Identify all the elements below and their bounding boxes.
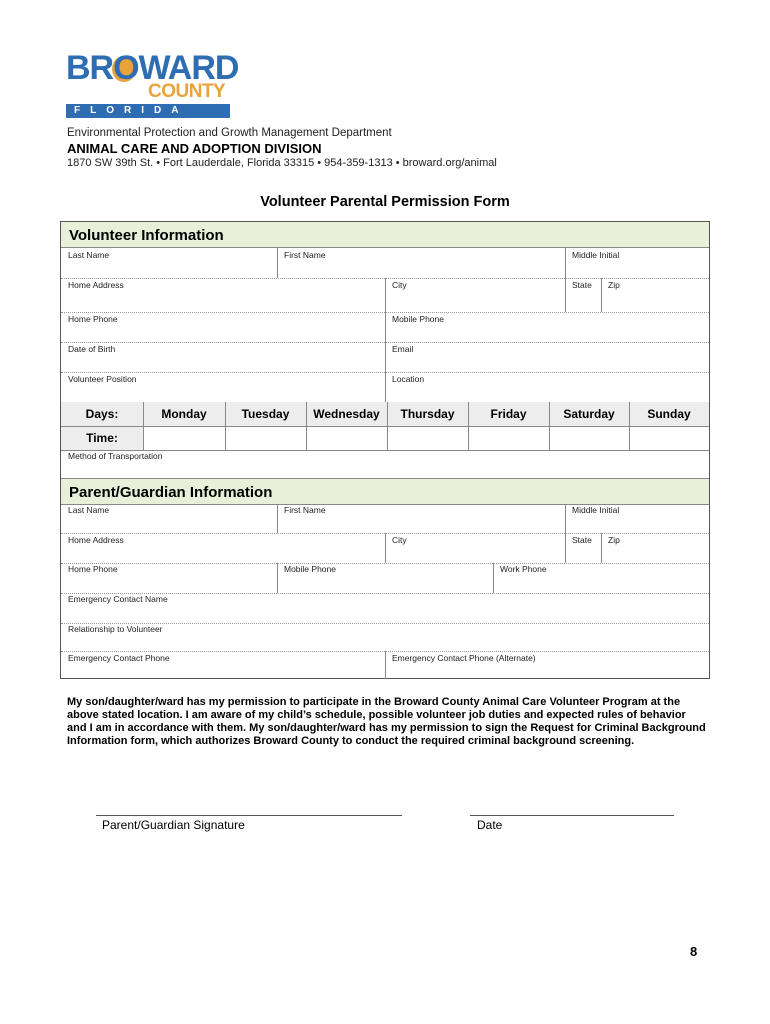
guardian-mobile-phone-label: Mobile Phone <box>284 564 336 574</box>
volunteer-location-label: Location <box>392 374 425 384</box>
date-signature-line[interactable] <box>470 815 674 816</box>
logo-county-text: COUNTY <box>148 81 226 102</box>
volunteer-mobile-phone-label: Mobile Phone <box>392 314 444 324</box>
schedule-days-row <box>61 402 709 426</box>
day-sunday: Sunday <box>647 407 691 421</box>
guardian-first-name-label: First Name <box>284 505 326 515</box>
volunteer-middle-initial-label: Middle Initial <box>572 250 620 260</box>
broward-county-logo <box>66 48 239 118</box>
page-number: 8 <box>690 944 698 959</box>
emergency-contact-name-label: Emergency Contact Name <box>68 594 168 604</box>
transport-label: Method of Transportation <box>68 451 163 461</box>
guardian-state-label: State <box>572 535 592 545</box>
guardian-home-phone-label: Home Phone <box>68 564 118 574</box>
guardian-city-label: City <box>392 535 407 545</box>
guardian-work-phone-label: Work Phone <box>500 564 547 574</box>
guardian-home-address-label: Home Address <box>68 535 124 545</box>
volunteer-home-phone-label: Home Phone <box>68 314 118 324</box>
parent-signature-label: Parent/Guardian Signature <box>102 818 245 832</box>
volunteer-dob-label: Date of Birth <box>68 344 116 354</box>
guardian-last-name-label: Last Name <box>68 505 110 515</box>
volunteer-section-title: Volunteer Information <box>69 227 224 244</box>
volunteer-position-label: Volunteer Position <box>68 374 137 384</box>
schedule-time-row <box>61 426 709 450</box>
volunteer-city-label: City <box>392 280 407 290</box>
volunteer-email-label: Email <box>392 344 414 354</box>
guardian-section-title: Parent/Guardian Information <box>69 484 273 501</box>
division-name: ANIMAL CARE AND ADOPTION DIVISION <box>67 141 322 156</box>
logo-broward-text: BROWARD <box>66 49 239 87</box>
logo-florida-bar: FLORIDA <box>66 104 230 118</box>
parent-signature-line[interactable] <box>96 815 402 816</box>
department-name: Environmental Protection and Growth Management Department <box>67 127 392 139</box>
permission-form <box>60 221 710 679</box>
day-monday: Monday <box>161 407 207 421</box>
time-label: Time: <box>61 426 143 450</box>
relationship-label: Relationship to Volunteer <box>68 624 163 634</box>
volunteer-state-label: State <box>572 280 592 290</box>
days-label: Days: <box>85 407 119 421</box>
date-label: Date <box>477 818 503 832</box>
day-wednesday: Wednesday <box>313 407 380 421</box>
guardian-zip-label: Zip <box>608 535 620 545</box>
day-friday: Friday <box>490 407 527 421</box>
guardian-section-header <box>61 479 709 505</box>
form-title: Volunteer Parental Permission Form <box>260 194 510 210</box>
guardian-middle-initial-label: Middle Initial <box>572 505 620 515</box>
volunteer-section-header <box>61 222 709 248</box>
emergency-phone-alt-label: Emergency Contact Phone (Alternate) <box>392 653 536 663</box>
volunteer-home-address-label: Home Address <box>68 280 124 290</box>
day-thursday: Thursday <box>400 407 455 421</box>
emergency-phone-label: Emergency Contact Phone <box>68 653 170 663</box>
volunteer-first-name-label: First Name <box>284 250 326 260</box>
volunteer-last-name-label: Last Name <box>68 250 110 260</box>
day-saturday: Saturday <box>563 407 615 421</box>
permission-statement: My son/daughter/ward has my permission to participate in the Broward County Animal Care Volunteer Program at the above stated location. I am aware of my child’s schedule, possible volunteer job duties and expected rules of behavior and I am in accordance with them. My son/daughter/ward has my permission to sign the Request for Criminal Background Information form, which authorizes Broward County to conduct the required criminal background screening. <box>67 696 706 747</box>
volunteer-zip-label: Zip <box>608 280 620 290</box>
division-address: 1870 SW 39th St. • Fort Lauderdale, Florida 33315 • 954-359-1313 • broward.org/animal <box>67 157 497 169</box>
day-tuesday: Tuesday <box>241 407 290 421</box>
